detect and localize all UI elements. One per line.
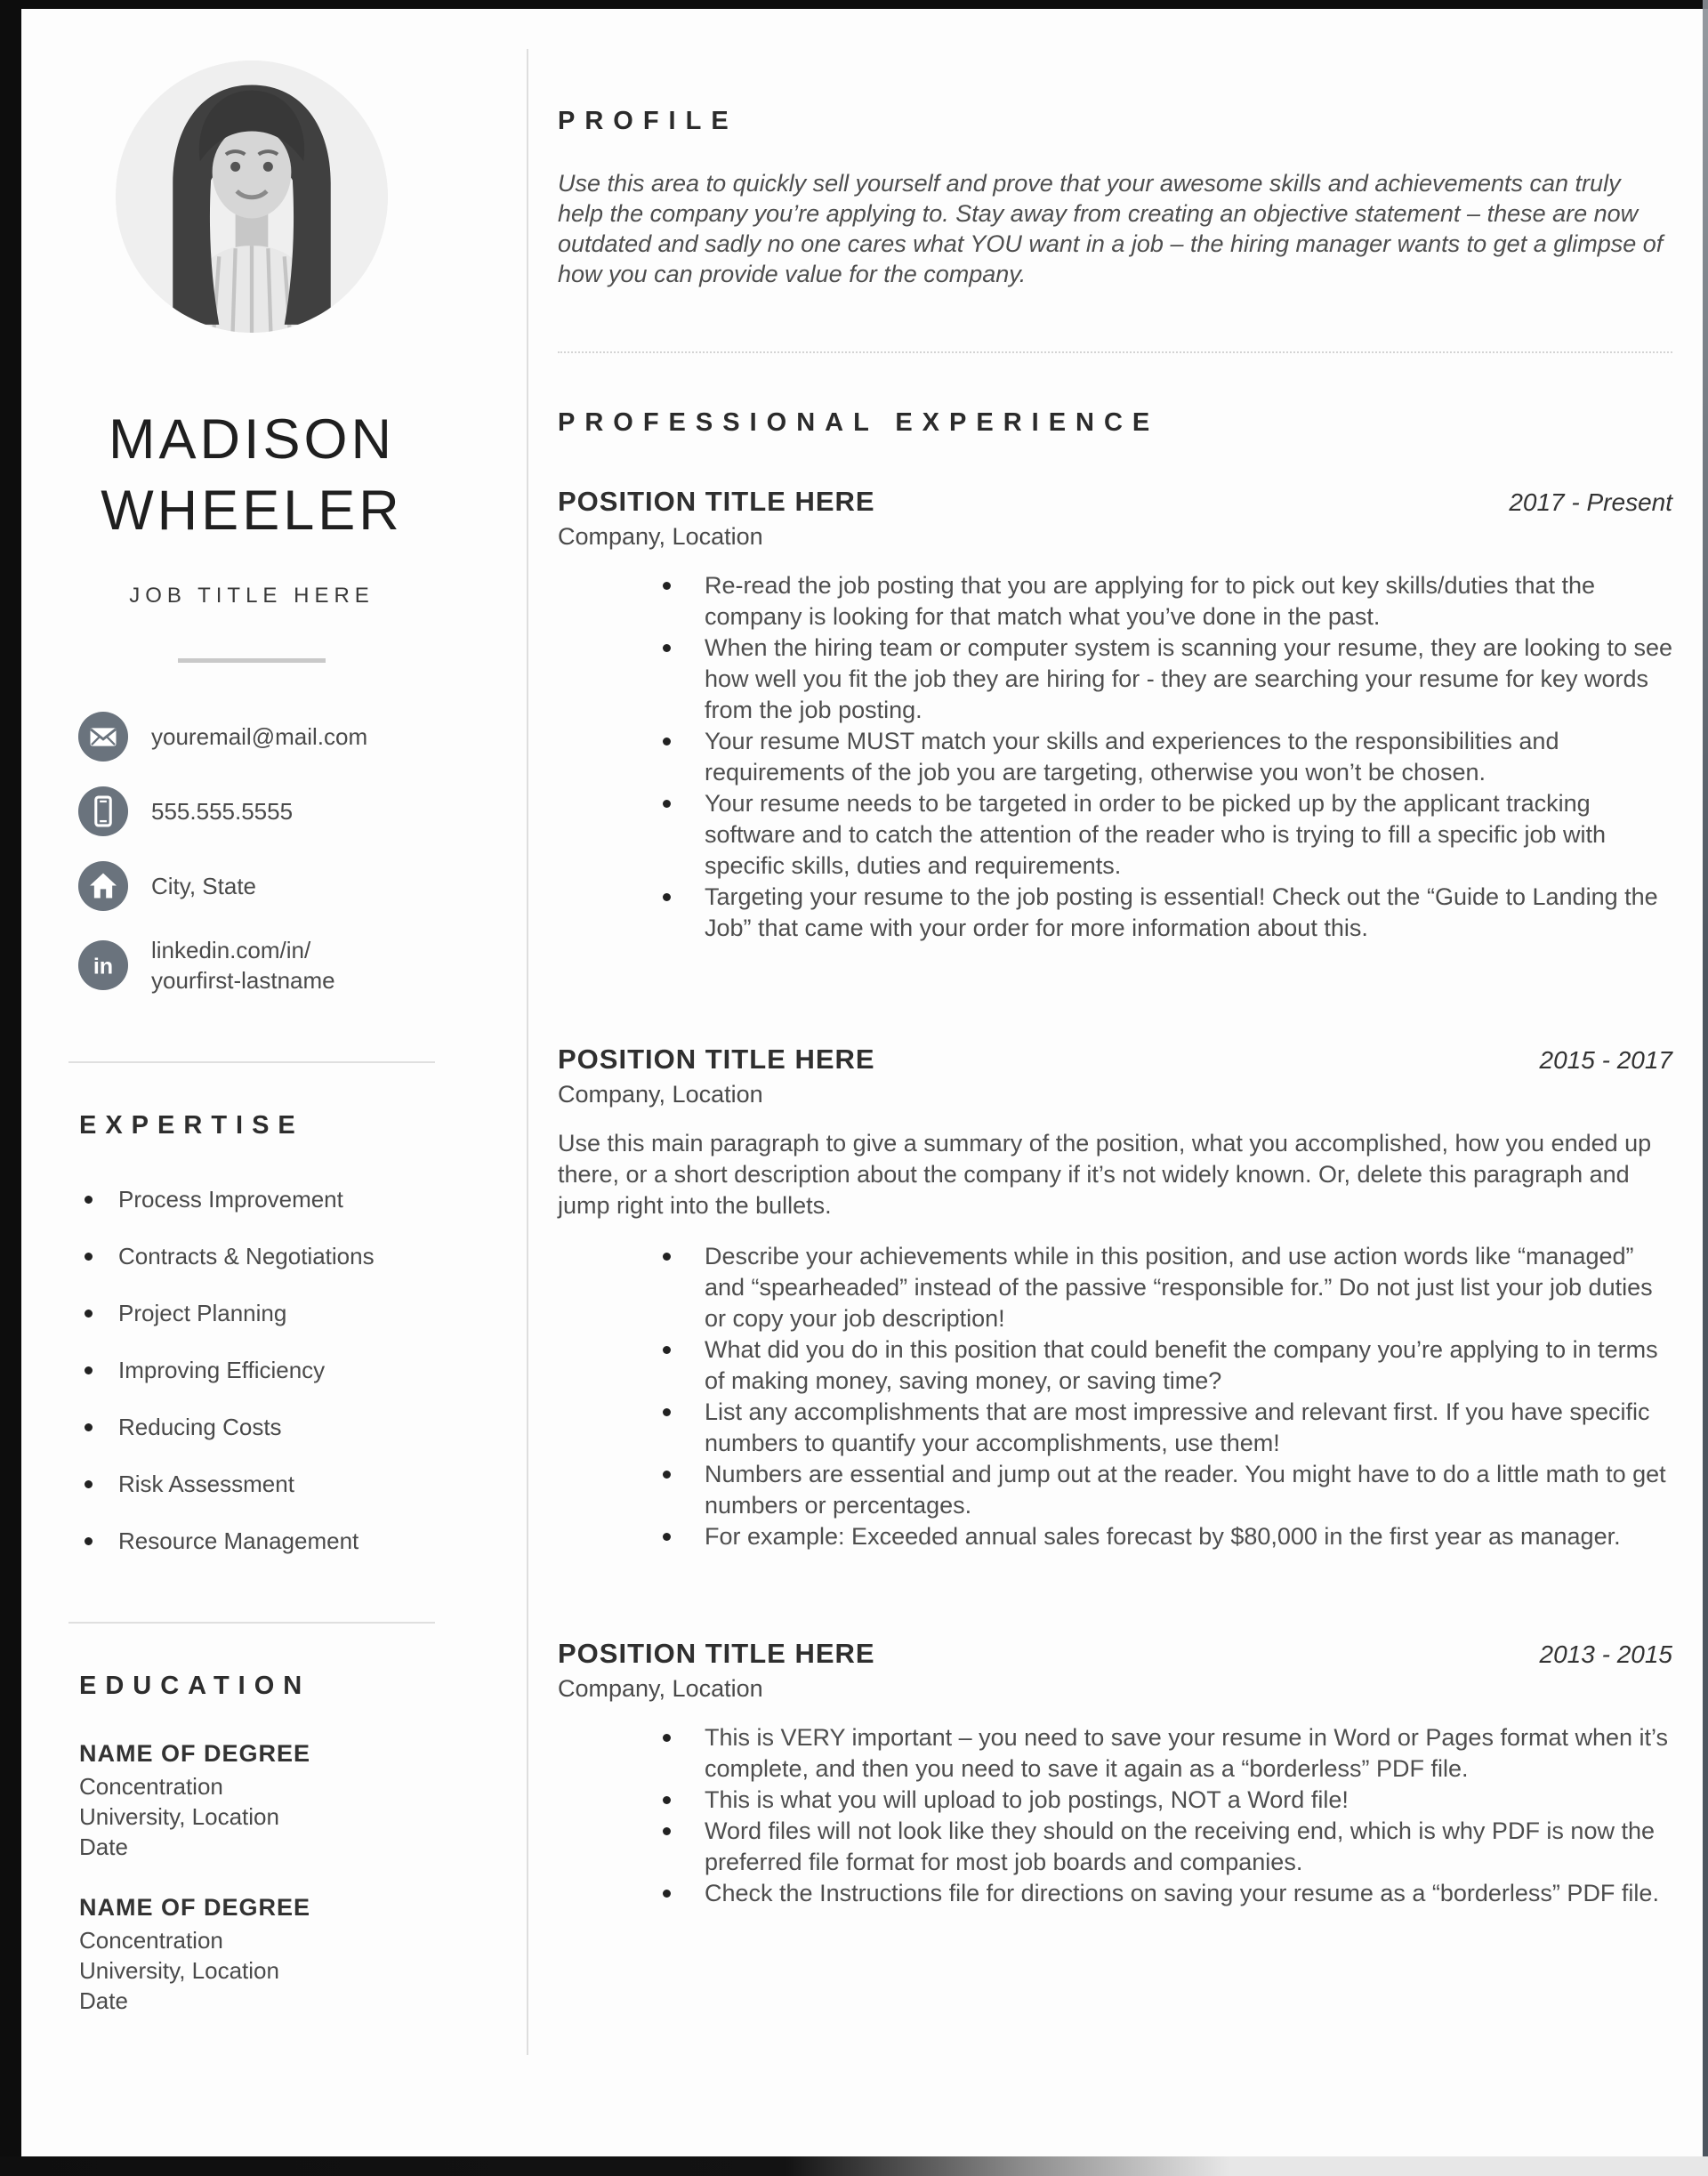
position-bullet: Describe your achievements while in this position, and use action words like “managed” and “spearheaded” instead of the passive “responsible for.” Do not just list your job duties or copy your job description!	[558, 1241, 1672, 1334]
phone-icon	[77, 786, 129, 837]
position-bullet-list	[558, 1241, 1672, 1552]
position-dates: 2017 - Present	[1509, 488, 1672, 516]
expertise-item: Contracts & Negotiations	[79, 1242, 435, 1271]
degree-detail: University, Location	[79, 1803, 279, 1830]
contact-row	[68, 711, 435, 762]
education-heading: EDUCATION	[79, 1672, 311, 1700]
position-company: Company, Location	[558, 1675, 763, 1702]
position-bullet: Check the Instructions file for directions on saving your resume as a “borderless” PDF file.	[558, 1878, 1672, 1909]
expertise-list	[68, 1185, 435, 1556]
position-bullet: This is VERY important – you need to save your resume in Word or Pages format when it’s complete, and then you need to save it again as a “borderless” PDF file.	[558, 1722, 1672, 1785]
expertise-heading: EXPERTISE	[79, 1111, 304, 1140]
degree-detail: Date	[79, 1987, 128, 2014]
page-edge-top	[0, 0, 1708, 9]
page-edge-right	[1703, 0, 1708, 2176]
position-dates: 2015 - 2017	[1539, 1046, 1672, 1074]
sidebar-divider-1	[68, 1061, 435, 1063]
contact-row	[68, 935, 435, 995]
degree-name: NAME OF DEGREE	[79, 1740, 311, 1767]
degree-detail: Date	[79, 1833, 128, 1860]
sidebar-divider-2	[68, 1622, 435, 1624]
person-name-line1: MADISON	[108, 408, 396, 471]
profile-heading: PROFILE	[558, 107, 738, 135]
degree-detail: Concentration	[79, 1773, 223, 1800]
position-bullet: For example: Exceeded annual sales forecast by $80,000 in the first year as manager.	[558, 1521, 1672, 1552]
person-name-line2: WHEELER	[101, 480, 403, 542]
position-bullet: This is what you will upload to job postings, NOT a Word file!	[558, 1785, 1672, 1816]
position-bullet: Your resume needs to be targeted in order to be picked up by the applicant tracking software and to catch the attention of the reader who is trying to fill a specific job with specific skills, duties and requirements.	[558, 788, 1672, 882]
position-header	[558, 486, 1672, 518]
section-divider-dotted	[558, 351, 1672, 353]
expertise-item: Process Improvement	[79, 1185, 435, 1214]
position-bullet-list	[558, 1722, 1672, 1909]
person-name	[68, 404, 435, 546]
position-title: POSITION TITLE HERE	[558, 1638, 875, 1669]
education-list	[68, 1740, 435, 2016]
experience-positions	[558, 486, 1672, 1909]
contact-text: City, State	[151, 873, 257, 899]
main-column	[558, 9, 1672, 1909]
position-header	[558, 1638, 1672, 1670]
position-bullet-list	[558, 570, 1672, 944]
page-edge-bottom	[0, 2156, 1708, 2176]
position-title: POSITION TITLE HERE	[558, 1044, 875, 1075]
contact-text: youremail@mail.com	[151, 723, 368, 750]
title-underline-rule	[178, 658, 326, 663]
position-bullet: Targeting your resume to the job posting is essential! Check out the “Guide to Landing the Job” that came with your order for more information about this.	[558, 882, 1672, 944]
sidebar	[68, 9, 435, 2048]
contact-list	[68, 711, 435, 995]
position-bullet: When the hiring team or computer system is scanning your resume, they are looking to see how well you fit the job they are hiring for - they are searching your resume for key words from the job posting.	[558, 633, 1672, 726]
position-company: Company, Location	[558, 523, 763, 550]
position-header	[558, 1044, 1672, 1076]
expertise-item: Risk Assessment	[79, 1470, 435, 1499]
position-bullet: Your resume MUST match your skills and experiences to the responsibilities and requirements of the job you are targeting, otherwise you won’t be chosen.	[558, 726, 1672, 788]
position-company: Company, Location	[558, 1081, 763, 1108]
contact-row	[68, 860, 435, 912]
position-summary: Use this main paragraph to give a summary of the position, what you accomplished, how you ended up there, or a short description about the company if it’s not widely known. Or, delete this paragraph and jump right into the bullets.	[558, 1130, 1652, 1219]
position-dates: 2013 - 2015	[1539, 1640, 1672, 1668]
position-bullet: Re-read the job posting that you are applying for to pick out key skills/duties that the company is looking for that match what you’ve done in the past.	[558, 570, 1672, 633]
position-bullet: Numbers are essential and jump out at the reader. You might have to do a little math to get numbers or percentages.	[558, 1459, 1672, 1521]
degree-detail: Concentration	[79, 1927, 223, 1954]
expertise-item: Reducing Costs	[79, 1413, 435, 1442]
position-bullet: What did you do in this position that could benefit the company you’re applying to in terms of making money, saving money, or saving time?	[558, 1334, 1672, 1397]
email-icon	[77, 711, 129, 762]
position-entry	[558, 1044, 1672, 1552]
degree-name: NAME OF DEGREE	[79, 1894, 311, 1921]
page-edge-left	[0, 0, 21, 2176]
position-entry	[558, 1638, 1672, 1909]
expertise-item: Project Planning	[79, 1299, 435, 1328]
experience-heading: PROFESSIONAL EXPERIENCE	[558, 408, 1160, 437]
job-title: JOB TITLE HERE	[129, 584, 375, 608]
position-title: POSITION TITLE HERE	[558, 486, 875, 517]
position-bullet: List any accomplishments that are most impressive and relevant first. If you have specific numbers to quantify your accomplishments, use them!	[558, 1397, 1672, 1459]
contact-text: 555.555.5555	[151, 798, 294, 825]
degree-entry	[79, 1894, 435, 2016]
profile-text: Use this area to quickly sell yourself and prove that your awesome skills and achievements can truly help the company you’re applying to. Stay away from creating an objective statement – these are now outdated and sadly no one cares what YOU want in a job – the hiring manager wants to get a glimpse of how you can provide value for the company.	[558, 170, 1664, 287]
profile-photo	[116, 60, 388, 333]
degree-entry	[79, 1740, 435, 1862]
degree-detail: University, Location	[79, 1957, 279, 1984]
position-entry	[558, 486, 1672, 944]
position-bullet: Word files will not look like they should on the receiving end, which is why PDF is now the preferred file format for most job boards and companies.	[558, 1816, 1672, 1878]
contact-row	[68, 786, 435, 837]
svg-text:in: in	[93, 954, 114, 979]
linkedin-icon	[77, 939, 129, 991]
column-divider	[527, 49, 528, 2055]
expertise-item: Improving Efficiency	[79, 1356, 435, 1385]
contact-text: linkedin.com/in/ yourfirst-lastname	[151, 937, 335, 994]
home-icon	[77, 860, 129, 912]
portrait-illustration	[116, 60, 388, 333]
expertise-item: Resource Management	[79, 1527, 435, 1556]
